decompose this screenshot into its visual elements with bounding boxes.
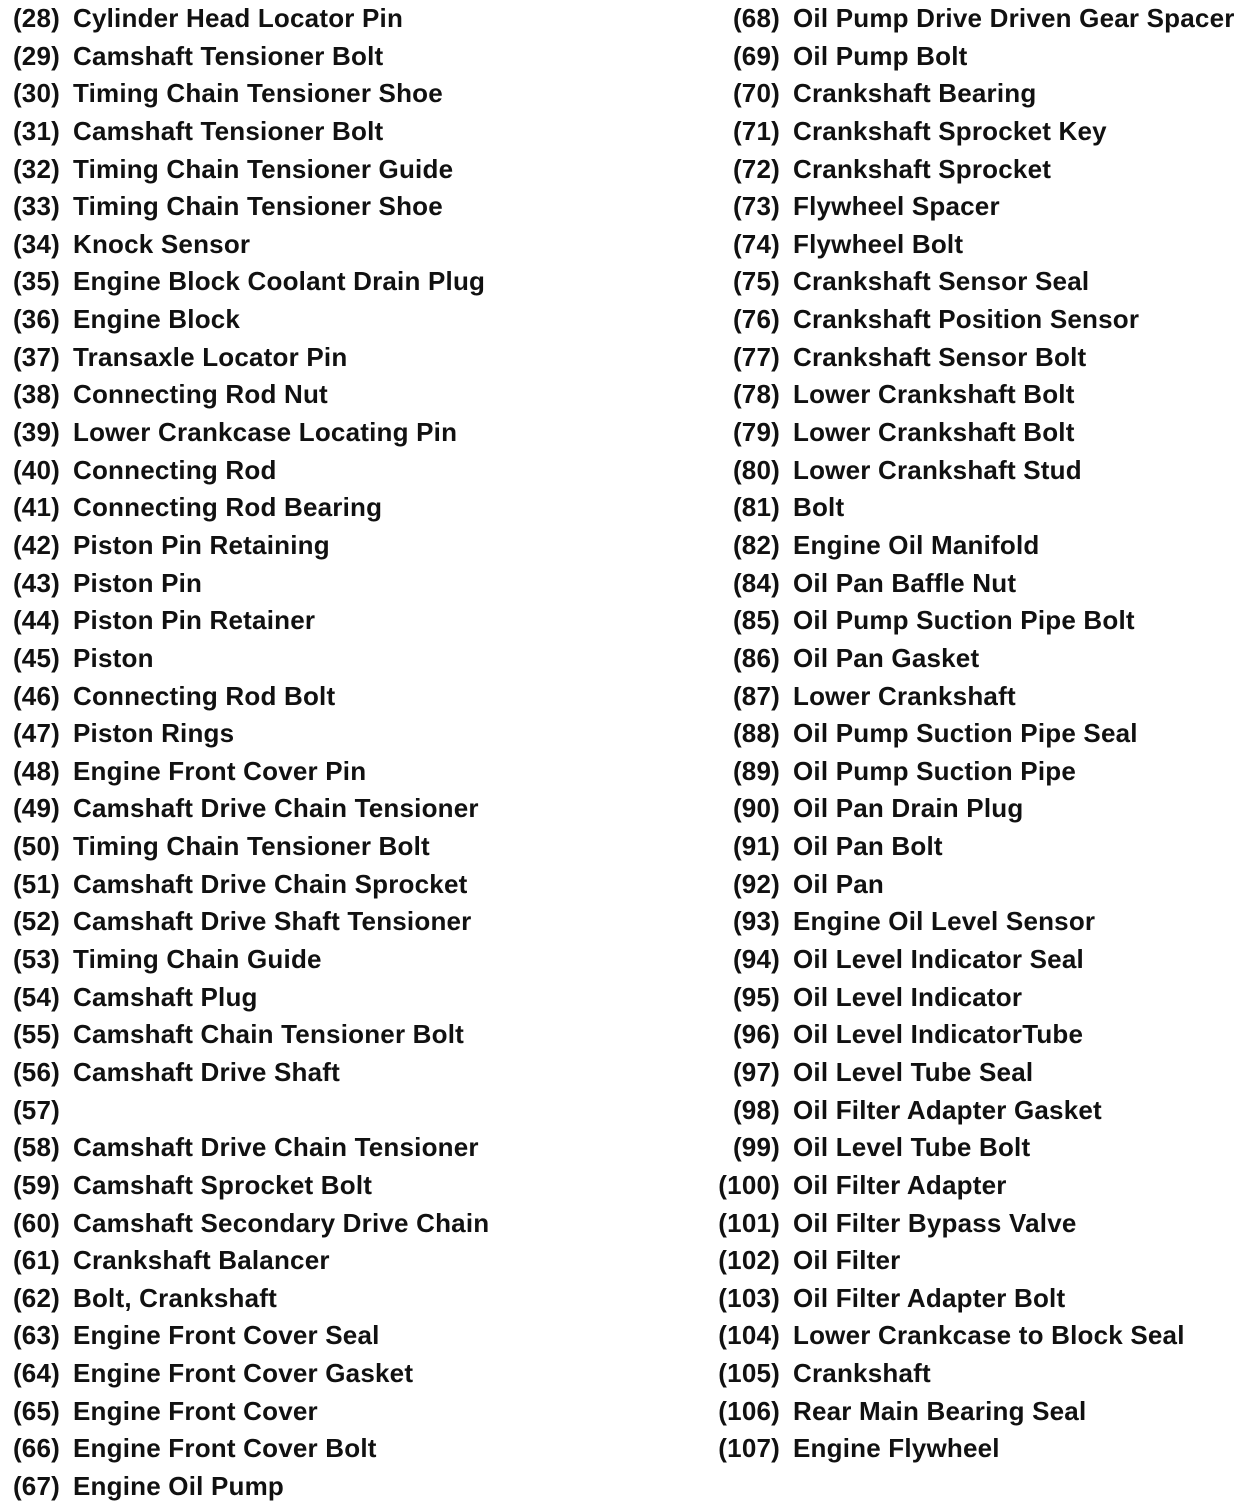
list-item: [6, 715, 706, 753]
item-number: (40): [12, 454, 60, 485]
item-number: (76): [732, 304, 780, 335]
item-number: (73): [732, 191, 780, 222]
item-label: Engine Oil Pump: [73, 1470, 285, 1501]
item-number: (45): [12, 642, 60, 673]
item-number: (79): [732, 417, 780, 448]
item-number: (48): [12, 755, 60, 786]
item-label: Engine Flywheel: [793, 1433, 1000, 1464]
item-label: Camshaft Drive Shaft Tensioner: [73, 906, 472, 937]
item-number: (49): [12, 793, 60, 824]
list-item: [718, 226, 1244, 264]
list-item: [6, 489, 706, 527]
item-label: Cylinder Head Locator Pin: [73, 3, 404, 33]
item-label: Engine Block: [73, 304, 241, 335]
item-label: Connecting Rod Nut: [73, 379, 328, 410]
list-item: [6, 1317, 706, 1355]
list-item: [718, 790, 1244, 828]
list-item: [6, 753, 706, 791]
item-number: (57): [12, 1094, 60, 1125]
item-number: (59): [12, 1169, 60, 1200]
item-number: (47): [12, 718, 60, 749]
list-item: [6, 414, 706, 452]
item-number: (39): [12, 417, 60, 448]
item-label: Knock Sensor: [73, 228, 251, 259]
list-item: [718, 113, 1244, 151]
list-item: [6, 226, 706, 264]
list-item: [718, 565, 1244, 603]
list-item: [6, 188, 706, 226]
item-label: Lower Crankshaft Bolt: [793, 379, 1075, 410]
item-number: (81): [732, 492, 780, 523]
list-item: [718, 1280, 1244, 1318]
parts-list-left: [6, 0, 706, 1506]
list-item: [718, 1016, 1244, 1054]
item-number: (85): [732, 605, 780, 636]
list-item: [718, 151, 1244, 189]
item-number: (80): [732, 454, 780, 485]
list-item: [718, 941, 1244, 979]
list-item: [718, 452, 1244, 490]
list-item: [6, 790, 706, 828]
list-item: [6, 1393, 706, 1431]
item-number: (102): [718, 1245, 780, 1276]
list-item: [718, 414, 1244, 452]
item-number: (72): [732, 153, 780, 184]
list-item: [718, 339, 1244, 377]
item-label: Piston: [73, 642, 154, 673]
item-number: (92): [732, 868, 780, 899]
item-number: (38): [12, 379, 60, 410]
item-label: Rear Main Bearing Seal: [793, 1395, 1087, 1426]
item-number: (96): [732, 1019, 780, 1050]
item-number: (99): [732, 1132, 780, 1163]
item-number: (104): [718, 1320, 780, 1351]
item-label: Lower Crankcase Locating Pin: [73, 417, 458, 448]
item-number: (37): [12, 341, 60, 372]
list-item: [718, 903, 1244, 941]
item-label: Piston Pin Retainer: [73, 605, 316, 636]
item-label: Camshaft Sprocket Bolt: [73, 1169, 373, 1200]
item-label: Timing Chain Tensioner Shoe: [73, 78, 443, 109]
item-label: Timing Chain Tensioner Bolt: [73, 831, 430, 862]
item-number: (33): [12, 191, 60, 222]
list-item: [6, 678, 706, 716]
item-label: Engine Oil Manifold: [793, 529, 1040, 560]
item-label: Piston Pin: [73, 567, 203, 598]
item-label: Engine Front Cover Pin: [73, 755, 367, 786]
item-label: Camshaft Drive Chain Tensioner: [73, 1132, 479, 1163]
item-label: Oil Filter Adapter Bolt: [793, 1282, 1066, 1313]
item-label: Lower Crankshaft Bolt: [793, 417, 1075, 448]
list-item: [6, 113, 706, 151]
item-number: (97): [732, 1056, 780, 1087]
item-label: Oil Pan Bolt: [793, 831, 943, 862]
item-label: Oil Pump Bolt: [793, 40, 968, 71]
item-number: (34): [12, 228, 60, 259]
item-label: Camshaft Chain Tensioner Bolt: [73, 1019, 465, 1050]
list-item: [6, 565, 706, 603]
list-item: [6, 452, 706, 490]
list-item: [718, 1092, 1244, 1130]
item-number: (53): [12, 944, 60, 975]
item-number: (91): [732, 831, 780, 862]
list-item: [6, 527, 706, 565]
list-item: [718, 1205, 1244, 1243]
list-item: [718, 979, 1244, 1017]
item-number: (30): [12, 78, 60, 109]
item-number: (41): [12, 492, 60, 523]
item-label: Oil Pump Drive Driven Gear Spacer: [793, 3, 1235, 33]
list-item: [6, 602, 706, 640]
list-item: [718, 1355, 1244, 1393]
list-item: [718, 828, 1244, 866]
item-number: (65): [12, 1395, 60, 1426]
list-item: [6, 941, 706, 979]
list-item: [718, 866, 1244, 904]
item-number: (87): [732, 680, 780, 711]
list-item: [718, 1393, 1244, 1431]
item-number: (66): [12, 1433, 60, 1464]
item-number: (71): [732, 115, 780, 146]
item-number: (63): [12, 1320, 60, 1351]
item-label: Lower Crankcase to Block Seal: [793, 1320, 1185, 1351]
list-item: [6, 38, 706, 76]
list-item: [6, 979, 706, 1017]
item-label: Engine Front Cover Gasket: [73, 1358, 414, 1389]
list-item: [718, 1054, 1244, 1092]
item-label: Oil Pan Gasket: [793, 642, 980, 673]
item-label: Flywheel Bolt: [793, 228, 964, 259]
item-label: Oil Filter Bypass Valve: [793, 1207, 1077, 1238]
item-label: Transaxle Locator Pin: [73, 341, 348, 372]
item-number: (84): [732, 567, 780, 598]
item-label: Crankshaft Sprocket: [793, 153, 1052, 184]
item-number: (100): [718, 1169, 780, 1200]
list-item: [6, 1205, 706, 1243]
item-label: Oil Filter Adapter Gasket: [793, 1094, 1102, 1125]
item-number: (32): [12, 153, 60, 184]
item-number: (60): [12, 1207, 60, 1238]
item-label: Oil Filter Adapter: [793, 1169, 1007, 1200]
list-item: [6, 0, 706, 38]
list-item: [6, 75, 706, 113]
list-item: [6, 866, 706, 904]
item-label: Crankshaft Position Sensor: [793, 304, 1140, 335]
item-label: Oil Level Indicator: [793, 981, 1023, 1012]
item-number: (101): [718, 1207, 780, 1238]
item-number: (68): [732, 3, 780, 33]
item-number: (95): [732, 981, 780, 1012]
item-label: Engine Front Cover Seal: [73, 1320, 380, 1351]
item-label: Connecting Rod: [73, 454, 277, 485]
item-label: Timing Chain Tensioner Guide: [73, 153, 454, 184]
item-number: (35): [12, 266, 60, 297]
list-item: [718, 678, 1244, 716]
item-label: Camshaft Drive Shaft: [73, 1056, 340, 1087]
item-label: Timing Chain Guide: [73, 944, 322, 975]
list-item: [718, 1129, 1244, 1167]
list-item: [718, 376, 1244, 414]
item-number: (28): [12, 3, 60, 33]
item-number: (88): [732, 718, 780, 749]
item-number: (58): [12, 1132, 60, 1163]
list-item: [718, 753, 1244, 791]
item-label: Connecting Rod Bearing: [73, 492, 383, 523]
item-number: (105): [718, 1358, 780, 1389]
item-number: (94): [732, 944, 780, 975]
list-item: [718, 75, 1244, 113]
item-number: (77): [732, 341, 780, 372]
list-item: [6, 1016, 706, 1054]
item-number: (86): [732, 642, 780, 673]
list-item: [6, 1129, 706, 1167]
item-label: Oil Pump Suction Pipe: [793, 755, 1077, 786]
item-label: Lower Crankshaft Stud: [793, 454, 1082, 485]
item-number: (67): [12, 1470, 60, 1501]
item-label: Engine Oil Level Sensor: [793, 906, 1096, 937]
item-label: Connecting Rod Bolt: [73, 680, 336, 711]
item-label: Flywheel Spacer: [793, 191, 1000, 222]
item-label: Engine Front Cover Bolt: [73, 1433, 377, 1464]
item-number: (61): [12, 1245, 60, 1276]
item-number: (52): [12, 906, 60, 937]
item-number: (64): [12, 1358, 60, 1389]
item-number: (31): [12, 115, 60, 146]
item-label: Crankshaft Sensor Seal: [793, 266, 1090, 297]
item-number: (75): [732, 266, 780, 297]
list-item: [6, 828, 706, 866]
list-item: [6, 1355, 706, 1393]
item-label: Crankshaft Sprocket Key: [793, 115, 1107, 146]
item-label: Bolt, Crankshaft: [73, 1282, 278, 1313]
item-number: (51): [12, 868, 60, 899]
item-label: Piston Pin Retaining: [73, 529, 330, 560]
item-number: (93): [732, 906, 780, 937]
item-label: Oil Level Tube Bolt: [793, 1132, 1031, 1163]
item-label: Oil Pan Baffle Nut: [793, 567, 1017, 598]
item-label: Crankshaft Balancer: [73, 1245, 330, 1276]
item-label: Crankshaft Bearing: [793, 78, 1037, 109]
item-label: Crankshaft: [793, 1358, 931, 1389]
list-item: [718, 38, 1244, 76]
item-number: (43): [12, 567, 60, 598]
item-label: Oil Level Indicator Seal: [793, 944, 1084, 975]
item-label: Oil Pump Suction Pipe Bolt: [793, 605, 1135, 636]
list-item: [718, 263, 1244, 301]
list-item: [718, 1167, 1244, 1205]
item-number: (69): [732, 40, 780, 71]
item-label: Piston Rings: [73, 718, 235, 749]
list-item: [6, 301, 706, 339]
list-item: [6, 376, 706, 414]
item-number: (98): [732, 1094, 780, 1125]
list-item: [718, 527, 1244, 565]
item-number: (90): [732, 793, 780, 824]
item-number: (42): [12, 529, 60, 560]
list-item: [718, 301, 1244, 339]
item-label: Engine Front Cover: [73, 1395, 318, 1426]
item-label: Engine Block Coolant Drain Plug: [73, 266, 486, 297]
item-label: Camshaft Drive Chain Sprocket: [73, 868, 468, 899]
item-number: (44): [12, 605, 60, 636]
item-number: (50): [12, 831, 60, 862]
list-item: [6, 1054, 706, 1092]
list-item: [718, 602, 1244, 640]
item-label: Bolt: [793, 492, 845, 523]
item-number: (70): [732, 78, 780, 109]
item-number: (55): [12, 1019, 60, 1050]
item-label: Oil Level IndicatorTube: [793, 1019, 1084, 1050]
item-number: (54): [12, 981, 60, 1012]
item-label: Oil Filter: [793, 1245, 901, 1276]
item-number: (36): [12, 304, 60, 335]
list-item: [6, 1167, 706, 1205]
item-label: Oil Level Tube Seal: [793, 1056, 1034, 1087]
item-label: Oil Pump Suction Pipe Seal: [793, 718, 1138, 749]
item-label: Crankshaft Sensor Bolt: [793, 341, 1087, 372]
item-number: (62): [12, 1282, 60, 1313]
list-item: [718, 1242, 1244, 1280]
item-number: (78): [732, 379, 780, 410]
list-item: [718, 188, 1244, 226]
list-item: [718, 715, 1244, 753]
list-item: [6, 903, 706, 941]
item-label: Oil Pan: [793, 868, 884, 899]
list-item: [6, 1242, 706, 1280]
list-item: [718, 1430, 1244, 1468]
item-number: (106): [718, 1395, 780, 1426]
item-number: (82): [732, 529, 780, 560]
list-item: [6, 151, 706, 189]
item-label: Oil Pan Drain Plug: [793, 793, 1024, 824]
list-item: [6, 263, 706, 301]
list-item: [718, 0, 1244, 38]
list-item: [6, 1092, 706, 1130]
list-item: [6, 339, 706, 377]
list-item: [6, 1280, 706, 1318]
item-label: Camshaft Plug: [73, 981, 258, 1012]
list-item: [6, 1430, 706, 1468]
item-label: Timing Chain Tensioner Shoe: [73, 191, 443, 222]
item-number: (56): [12, 1056, 60, 1087]
item-label: Camshaft Tensioner Bolt: [73, 40, 384, 71]
list-item: [6, 640, 706, 678]
item-number: (107): [718, 1433, 780, 1464]
item-label: Camshaft Drive Chain Tensioner: [73, 793, 479, 824]
item-label: Lower Crankshaft: [793, 680, 1016, 711]
item-label: Camshaft Secondary Drive Chain: [73, 1207, 490, 1238]
list-item: [6, 1468, 706, 1506]
list-item: [718, 1317, 1244, 1355]
item-number: (29): [12, 40, 60, 71]
list-item: [718, 640, 1244, 678]
item-number: (89): [732, 755, 780, 786]
item-number: (74): [732, 228, 780, 259]
item-label: Camshaft Tensioner Bolt: [73, 115, 384, 146]
parts-list-right: [718, 0, 1244, 1468]
item-number: (103): [718, 1282, 780, 1313]
item-number: (46): [12, 680, 60, 711]
list-item: [718, 489, 1244, 527]
